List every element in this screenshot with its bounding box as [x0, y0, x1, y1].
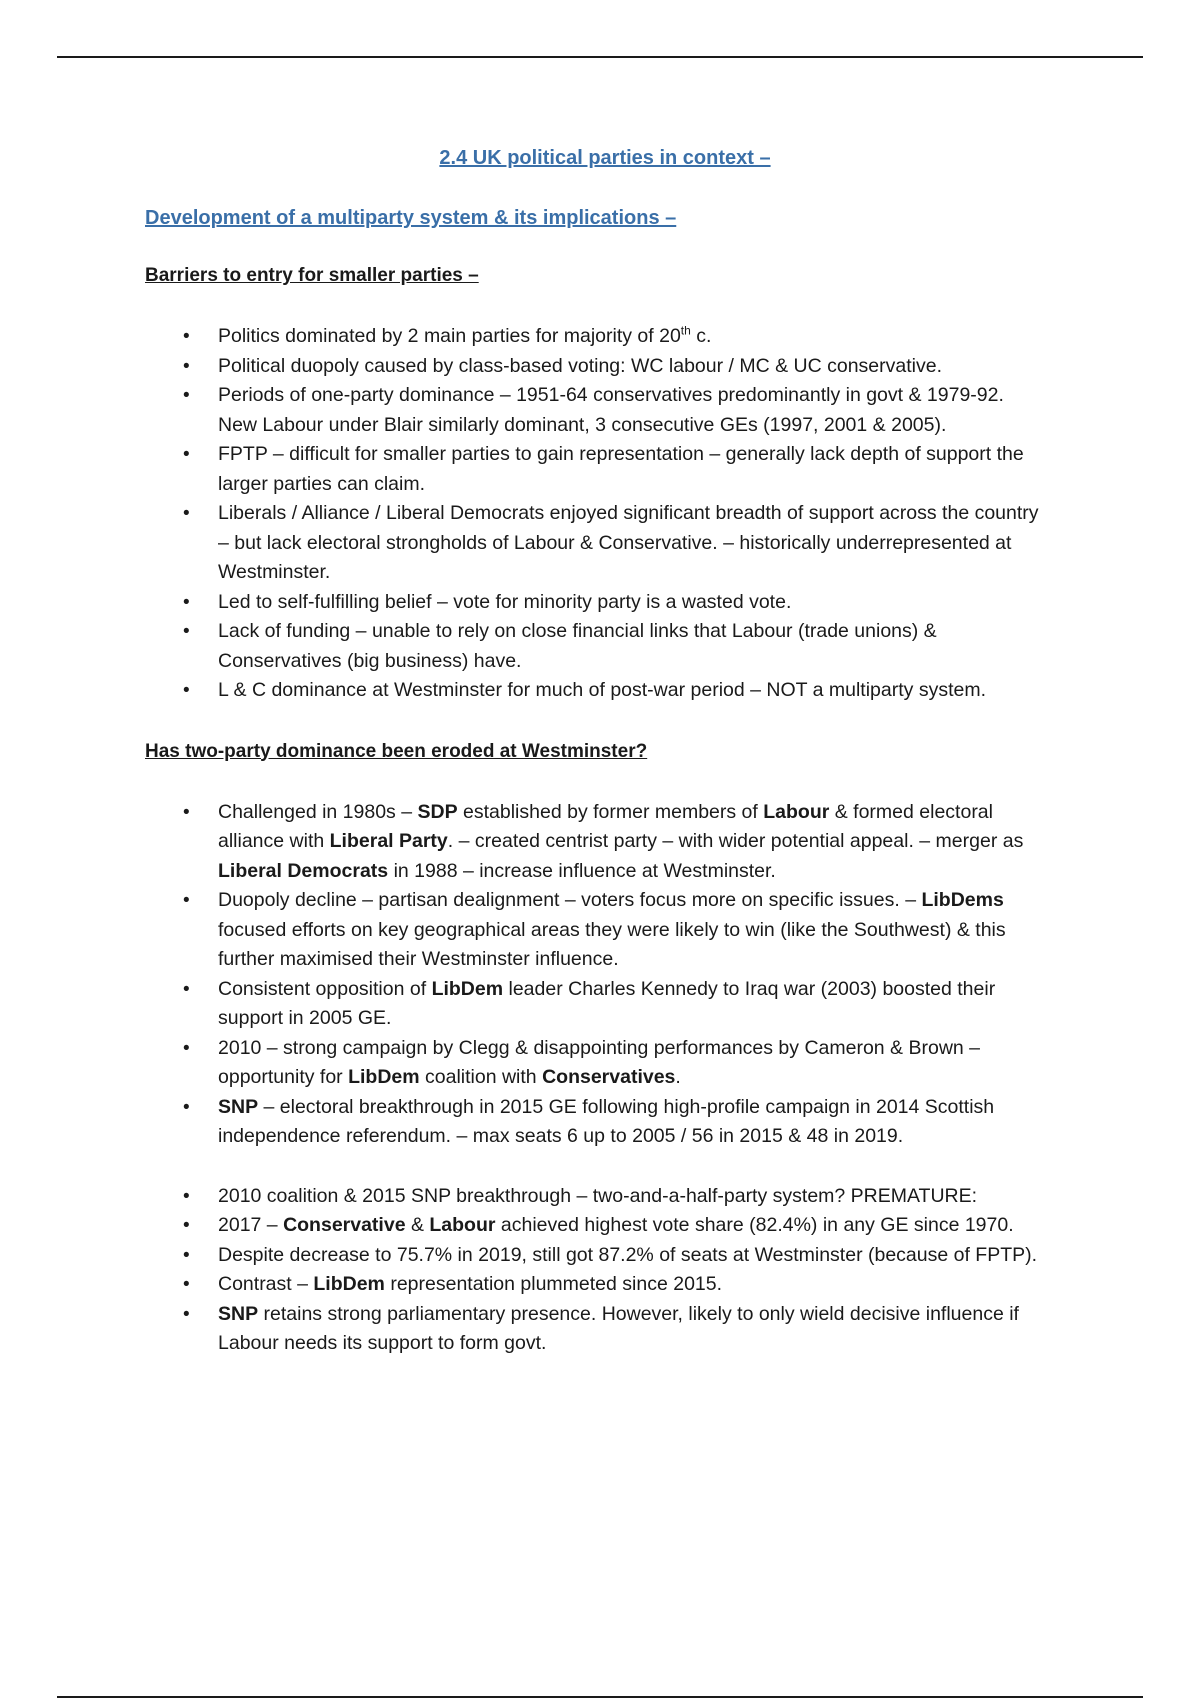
- bullet-icon: •: [183, 1274, 190, 1295]
- list-item: • Led to self-fulfilling belief – vote for minority party is a wasted vote.: [145, 588, 1043, 618]
- list-item: • SNP retains strong parliamentary presence. However, likely to only wield decisive influence if Labour needs its support to form govt.: [145, 1300, 1043, 1359]
- section-heading-barriers: Barriers to entry for smaller parties –: [145, 265, 479, 286]
- list-item: • Challenged in 1980s – SDP established by former members of Labour & formed electoral alliance with Liberal Party. – created centrist party – with wider potential appeal. – merger as Liberal Democrats in 1988 – increase influence at Westminster.: [145, 798, 1043, 887]
- bullet-icon: •: [183, 978, 190, 1000]
- list-item: • 2010 coalition & 2015 SNP breakthrough – two-and-a-half-party system? PREMATURE:: [145, 1182, 1043, 1212]
- erosion-list: [145, 798, 1045, 1152]
- bullet-icon: •: [183, 890, 190, 911]
- bullet-icon: •: [183, 1303, 190, 1325]
- document-body: [145, 140, 1045, 1359]
- bullet-icon: •: [183, 326, 190, 347]
- list-item: • Duopoly decline – partisan dealignment – voters focus more on specific issues. – LibDems focused efforts on key geographical areas they were likely to win (like the Southwest) & this further maximised their Westminster influence.: [145, 886, 1043, 975]
- bullet-icon: •: [183, 680, 190, 701]
- list-item: • FPTP – difficult for smaller parties to gain representation – generally lack depth of support the larger parties can claim.: [145, 440, 1043, 499]
- list-item: • L & C dominance at Westminster for much of post-war period – NOT a multiparty system.: [145, 676, 1043, 706]
- bullet-icon: •: [183, 591, 190, 613]
- list-item: • Despite decrease to 75.7% in 2019, still got 87.2% of seats at Westminster (because of FPTP).: [145, 1241, 1043, 1271]
- bullet-icon: •: [183, 444, 190, 465]
- page-subtitle: Development of a multiparty system & its implications –: [145, 207, 677, 229]
- list-item: • Consistent opposition of LibDem leader Charles Kennedy to Iraq war (2003) boosted their support in 2005 GE.: [145, 975, 1043, 1034]
- list-item: • SNP – electoral breakthrough in 2015 GE following high-profile campaign in 2014 Scottish independence referendum. – max seats 6 up to 2005 / 56 in 2015 & 48 in 2019.: [145, 1093, 1043, 1152]
- two-and-a-half-party-list: [145, 1182, 1045, 1359]
- list-item: • Contrast – LibDem representation plummeted since 2015.: [145, 1270, 1043, 1300]
- list-item: • Lack of funding – unable to rely on close financial links that Labour (trade unions) & Conservatives (big business) have.: [145, 617, 1043, 676]
- bullet-icon: •: [183, 1215, 190, 1236]
- bullet-icon: •: [183, 1185, 190, 1207]
- section-heading-erosion: Has two-party dominance been eroded at Westminster?: [145, 740, 648, 762]
- bullet-icon: •: [183, 385, 190, 406]
- list-item: • Periods of one-party dominance – 1951-64 conservatives predominantly in govt & 1979-92. New Labour under Blair similarly dominant, 3 consecutive GEs (1997, 2001 & 2005).: [145, 381, 1043, 440]
- bullet-icon: •: [183, 1037, 190, 1059]
- bullet-icon: •: [183, 1244, 190, 1266]
- list-item: • Liberals / Alliance / Liberal Democrats enjoyed significant breadth of support across the country – but lack electoral strongholds of Labour & Conservative. – historically underrepresented at Westminster.: [145, 499, 1043, 588]
- list-item: • Political duopoly caused by class-based voting: WC labour / MC & UC conservative.: [145, 352, 1043, 382]
- list-item: • 2010 – strong campaign by Clegg & disappointing performances by Cameron & Brown – opportunity for LibDem coalition with Conservatives.: [145, 1034, 1043, 1093]
- list-item: • 2017 – Conservative & Labour achieved highest vote share (82.4%) in any GE since 1970.: [145, 1211, 1043, 1241]
- bullet-icon: •: [183, 1096, 190, 1118]
- bullet-icon: •: [183, 801, 190, 823]
- bullet-icon: •: [183, 621, 190, 642]
- page-title: 2.4 UK political parties in context –: [439, 147, 771, 169]
- footer-rule: [57, 1696, 1143, 1698]
- header-rule: [57, 56, 1143, 58]
- bullet-icon: •: [183, 503, 190, 524]
- barriers-list: [145, 322, 1045, 706]
- bullet-icon: •: [183, 355, 190, 377]
- list-item: • Politics dominated by 2 main parties for majority of 20th c.: [145, 322, 1043, 352]
